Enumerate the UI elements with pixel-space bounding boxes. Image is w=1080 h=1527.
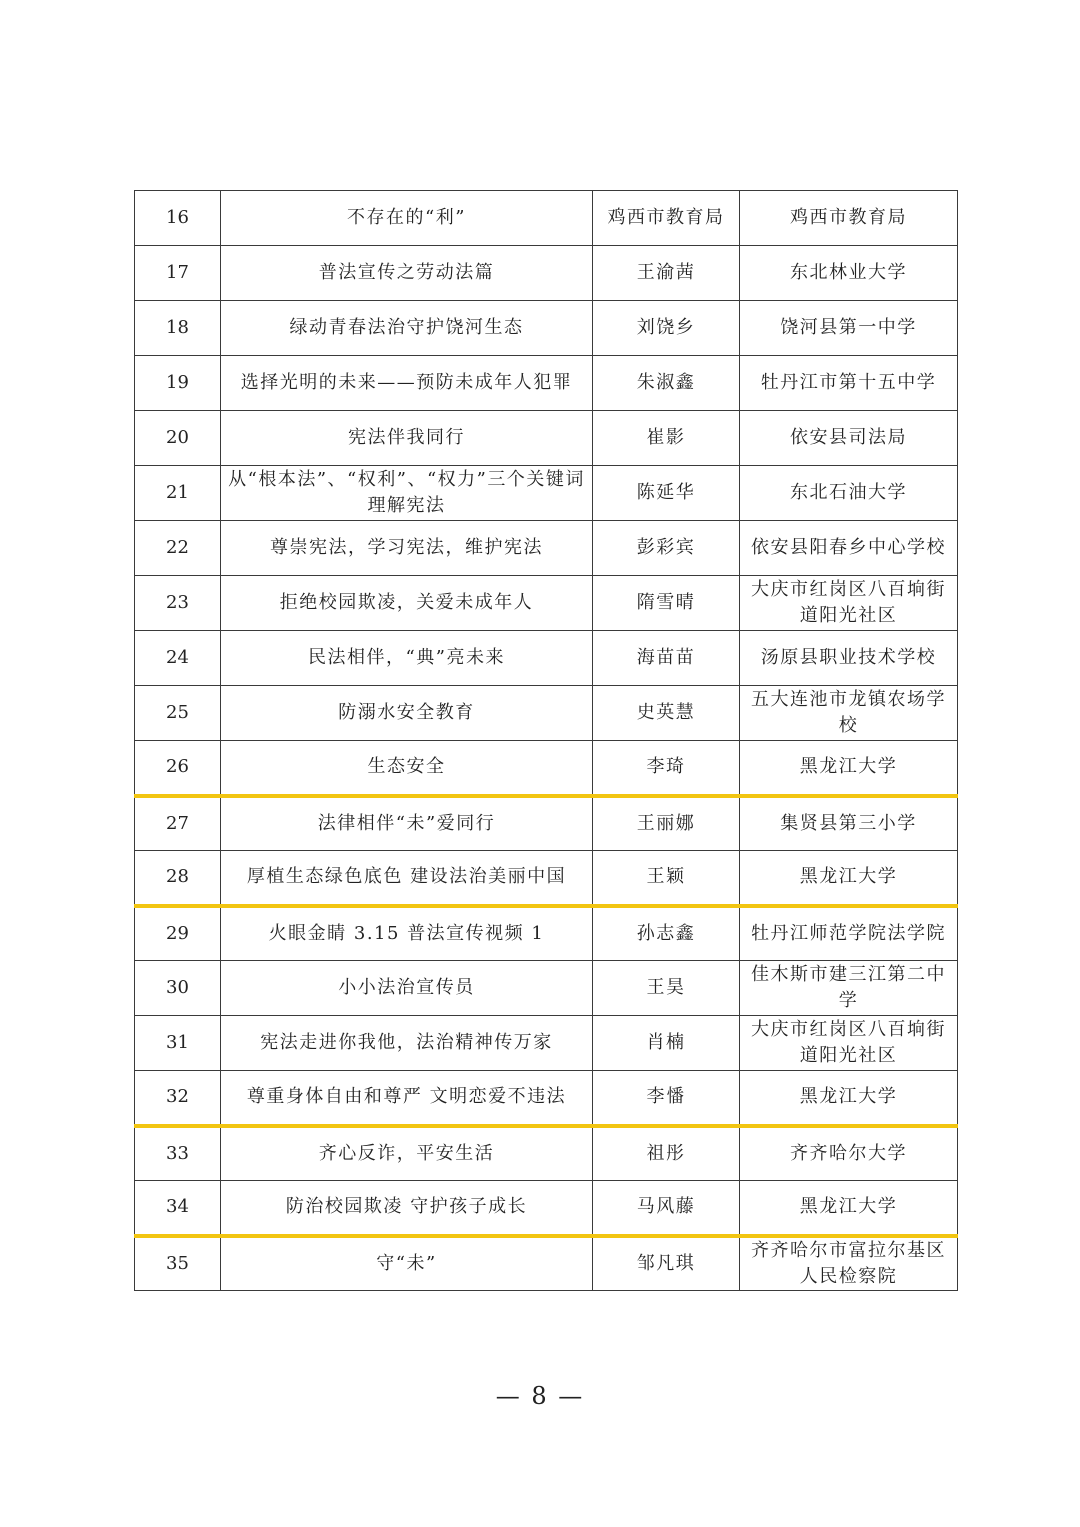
table-row [135, 906, 958, 961]
row-number: 31 [135, 1016, 221, 1071]
table-row [135, 851, 958, 906]
row-number: 30 [135, 961, 221, 1016]
work-unit: 五大连池市龙镇农场学校 [740, 686, 958, 741]
work-title: 厚植生态绿色底色 建设法治美丽中国 [221, 851, 593, 906]
work-title: 生态安全 [221, 741, 593, 796]
row-number: 32 [135, 1071, 221, 1126]
author-name: 鸡西市教育局 [593, 191, 740, 246]
row-number: 27 [135, 796, 221, 851]
table-row [135, 686, 958, 741]
work-unit: 黑龙江大学 [740, 1181, 958, 1236]
work-title: 绿动青春法治守护饶河生态 [221, 301, 593, 356]
work-title: 防溺水安全教育 [221, 686, 593, 741]
author-name: 陈延华 [593, 466, 740, 521]
work-unit: 鸡西市教育局 [740, 191, 958, 246]
row-number: 19 [135, 356, 221, 411]
work-unit: 东北林业大学 [740, 246, 958, 301]
table-row [135, 1126, 958, 1181]
table-row [135, 356, 958, 411]
row-number: 17 [135, 246, 221, 301]
table-row [135, 961, 958, 1016]
work-unit: 大庆市红岗区八百垧街道阳光社区 [740, 1016, 958, 1071]
author-name: 王丽娜 [593, 796, 740, 851]
author-name: 李憣 [593, 1071, 740, 1126]
author-name: 肖楠 [593, 1016, 740, 1071]
table-row [135, 301, 958, 356]
row-number: 20 [135, 411, 221, 466]
table-row [135, 1071, 958, 1126]
work-title: 宪法伴我同行 [221, 411, 593, 466]
work-title: 选择光明的未来——预防未成年人犯罪 [221, 356, 593, 411]
work-unit: 依安县司法局 [740, 411, 958, 466]
table-row [135, 466, 958, 521]
table-row [135, 741, 958, 796]
table-row [135, 796, 958, 851]
row-number: 34 [135, 1181, 221, 1236]
work-unit: 黑龙江大学 [740, 851, 958, 906]
row-number: 22 [135, 521, 221, 576]
work-unit: 牡丹江市第十五中学 [740, 356, 958, 411]
table-row [135, 1181, 958, 1236]
table-row [135, 411, 958, 466]
author-name: 马风藤 [593, 1181, 740, 1236]
work-title: 宪法走进你我他，法治精神传万家 [221, 1016, 593, 1071]
author-name: 王渝茜 [593, 246, 740, 301]
row-number: 29 [135, 906, 221, 961]
author-name: 隋雪晴 [593, 576, 740, 631]
work-unit: 汤原县职业技术学校 [740, 631, 958, 686]
author-name: 祖彤 [593, 1126, 740, 1181]
author-name: 邹凡琪 [593, 1236, 740, 1291]
author-name: 朱淑鑫 [593, 356, 740, 411]
work-title: 防治校园欺凌 守护孩子成长 [221, 1181, 593, 1236]
table-row [135, 246, 958, 301]
author-name: 孙志鑫 [593, 906, 740, 961]
table-row [135, 576, 958, 631]
work-unit: 佳木斯市建三江第二中学 [740, 961, 958, 1016]
work-title: 尊崇宪法，学习宪法，维护宪法 [221, 521, 593, 576]
work-unit: 大庆市红岗区八百垧街道阳光社区 [740, 576, 958, 631]
work-unit: 依安县阳春乡中心学校 [740, 521, 958, 576]
row-number: 18 [135, 301, 221, 356]
work-title: 拒绝校园欺凌，关爱未成年人 [221, 576, 593, 631]
work-unit: 牡丹江师范学院法学院 [740, 906, 958, 961]
table-row [135, 1016, 958, 1071]
row-number: 23 [135, 576, 221, 631]
work-title: 齐心反诈，平安生活 [221, 1126, 593, 1181]
work-unit: 集贤县第三小学 [740, 796, 958, 851]
row-number: 24 [135, 631, 221, 686]
table-row [135, 521, 958, 576]
author-name: 海苗苗 [593, 631, 740, 686]
work-unit: 饶河县第一中学 [740, 301, 958, 356]
work-title: 守“未” [221, 1236, 593, 1291]
row-number: 28 [135, 851, 221, 906]
work-unit: 黑龙江大学 [740, 1071, 958, 1126]
table-row [135, 191, 958, 246]
work-unit: 齐齐哈尔大学 [740, 1126, 958, 1181]
author-name: 李琦 [593, 741, 740, 796]
work-title: 小小法治宣传员 [221, 961, 593, 1016]
row-number: 21 [135, 466, 221, 521]
work-unit: 黑龙江大学 [740, 741, 958, 796]
author-name: 崔影 [593, 411, 740, 466]
submissions-table [134, 190, 958, 1291]
work-title: 民法相伴，“典”亮未来 [221, 631, 593, 686]
row-number: 25 [135, 686, 221, 741]
table-row [135, 631, 958, 686]
work-title: 尊重身体自由和尊严 文明恋爱不违法 [221, 1071, 593, 1126]
author-name: 史英慧 [593, 686, 740, 741]
author-name: 王颖 [593, 851, 740, 906]
table-row [135, 1236, 958, 1291]
row-number: 35 [135, 1236, 221, 1291]
work-title: 普法宣传之劳动法篇 [221, 246, 593, 301]
work-title: 法律相伴“未”爱同行 [221, 796, 593, 851]
row-number: 26 [135, 741, 221, 796]
work-title: 不存在的“利” [221, 191, 593, 246]
work-unit: 齐齐哈尔市富拉尔基区人民检察院 [740, 1236, 958, 1291]
work-unit: 东北石油大学 [740, 466, 958, 521]
author-name: 彭彩宾 [593, 521, 740, 576]
work-title: 从“根本法”、“权利”、“权力”三个关键词理解宪法 [221, 466, 593, 521]
work-title: 火眼金睛 3.15 普法宣传视频 1 [221, 906, 593, 961]
author-name: 刘饶乡 [593, 301, 740, 356]
row-number: 33 [135, 1126, 221, 1181]
author-name: 王昊 [593, 961, 740, 1016]
page-number: — 8 — [495, 1382, 585, 1410]
row-number: 16 [135, 191, 221, 246]
